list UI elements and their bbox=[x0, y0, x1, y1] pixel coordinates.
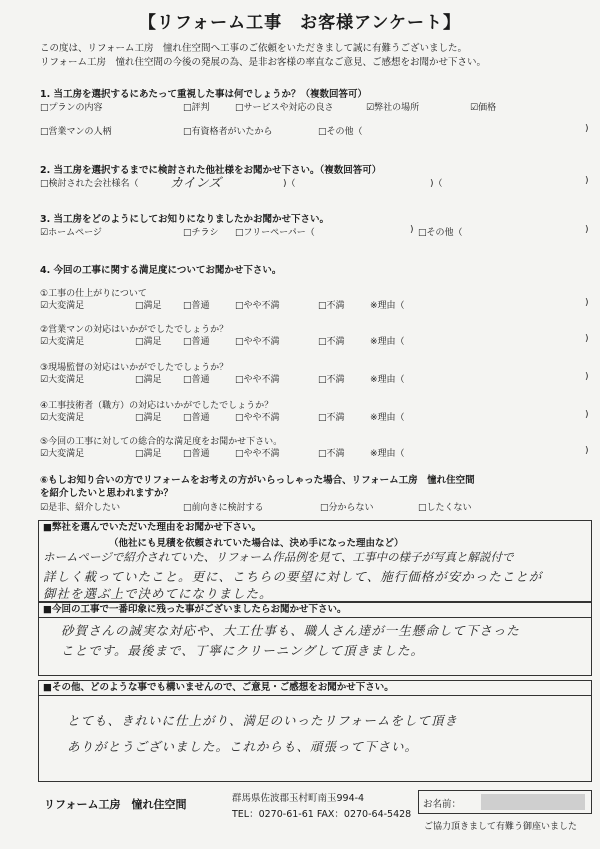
q4-1-paren-close: ) bbox=[585, 298, 589, 308]
q4-3-unsatisfied[interactable]: □不満 bbox=[318, 375, 345, 385]
reason-box-subheading: （他社にも見積を依頼されていた場合は、決め手になった理由など） bbox=[109, 538, 404, 549]
q6-opt-definitely[interactable]: ☑是非、紹介したい bbox=[40, 503, 121, 513]
q4-3-neutral[interactable]: □普通 bbox=[183, 375, 210, 385]
q1-opt-salesman[interactable]: □営業マンの人柄 bbox=[40, 127, 112, 137]
q4-item-5: ⑤今回の工事に対しての総合的な満足度をお聞かせ下さい。 bbox=[40, 437, 283, 447]
impression-handwritten-line-1: 砂賀さんの誠実な対応や、大工仕事も、職人さん達が一生懸命して下さった bbox=[61, 623, 520, 638]
q4-4-unsatisfied[interactable]: □不満 bbox=[318, 413, 345, 423]
impression-handwritten-line-2: ことです。最後まで、丁寧にクリーニングして頂きました。 bbox=[61, 643, 425, 658]
q4-2-somewhat-unsatisfied[interactable]: □やや不満 bbox=[235, 337, 280, 347]
footer-company: リフォーム工房 憧れ住空間 bbox=[44, 798, 187, 811]
reason-handwritten-line-3: 御社を選ぶ上で決めてになりました。 bbox=[43, 586, 273, 601]
q4-4-satisfied[interactable]: □満足 bbox=[135, 413, 162, 423]
impression-box bbox=[38, 602, 592, 676]
q6-question-line-1: ⑥もしお知り合いの方でリフォームをお考えの方がいらっしゃった場合、リフォーム工房 憧れ住空間 bbox=[40, 475, 475, 486]
q3-paren-2: ) bbox=[585, 225, 589, 235]
q1-opt-plan[interactable]: □プランの内容 bbox=[40, 103, 103, 113]
q3-question: 3. 当工房をどのようにしてお知りになりましたかお聞かせ下さい。 bbox=[40, 214, 330, 225]
q2-paren-2: )（ bbox=[430, 179, 443, 189]
q1-opt-other[interactable]: □その他（ bbox=[318, 127, 363, 137]
q4-1-reason[interactable]: ※理由（ bbox=[370, 301, 405, 311]
q6-question-line-2: を紹介したいと思われますか？ bbox=[40, 488, 174, 499]
q4-2-reason[interactable]: ※理由（ bbox=[370, 337, 405, 347]
q1-opt-service[interactable]: □サービスや対応の良さ bbox=[235, 103, 334, 113]
q3-opt-other[interactable]: □その他（ bbox=[418, 228, 463, 238]
q4-item-3: ③現場監督の対応はいかがでしたでしょうか？ bbox=[40, 363, 229, 373]
q1-opt-reputation[interactable]: □評判 bbox=[183, 103, 210, 113]
q4-1-satisfied[interactable]: □満足 bbox=[135, 301, 162, 311]
q4-5-neutral[interactable]: □普通 bbox=[183, 449, 210, 459]
q4-5-satisfied[interactable]: □満足 bbox=[135, 449, 162, 459]
q6-opt-unsure[interactable]: □分からない bbox=[320, 503, 374, 513]
q4-4-very-satisfied[interactable]: ☑大変満足 bbox=[40, 413, 85, 423]
impression-box-heading: ■今回の工事で一番印象に残った事がございましたらお聞かせ下さい。 bbox=[39, 603, 591, 618]
q4-4-neutral[interactable]: □普通 bbox=[183, 413, 210, 423]
q4-1-somewhat-unsatisfied[interactable]: □やや不満 bbox=[235, 301, 280, 311]
q3-opt-freepaper[interactable]: □フリーペーパー（ bbox=[235, 228, 315, 238]
q4-5-unsatisfied[interactable]: □不満 bbox=[318, 449, 345, 459]
q4-3-paren-close: ) bbox=[585, 372, 589, 382]
q4-1-neutral[interactable]: □普通 bbox=[183, 301, 210, 311]
q4-5-reason[interactable]: ※理由（ bbox=[370, 449, 405, 459]
q4-1-unsatisfied[interactable]: □不満 bbox=[318, 301, 345, 311]
comments-box-heading: ■その他、どのような事でも構いませんので、ご意見・ご感想をお聞かせ下さい。 bbox=[39, 681, 591, 696]
comments-box bbox=[38, 680, 592, 782]
name-label: お名前： bbox=[423, 799, 462, 810]
footer-thanks: ご協力頂きまして有難う御座いました bbox=[424, 822, 578, 832]
q2-paren-3: ) bbox=[585, 176, 589, 186]
q4-3-somewhat-unsatisfied[interactable]: □やや不満 bbox=[235, 375, 280, 385]
q3-paren-1: ) bbox=[410, 225, 414, 235]
q4-5-very-satisfied[interactable]: ☑大変満足 bbox=[40, 449, 85, 459]
q4-3-satisfied[interactable]: □満足 bbox=[135, 375, 162, 385]
q4-3-reason[interactable]: ※理由（ bbox=[370, 375, 405, 385]
q4-2-unsatisfied[interactable]: □不満 bbox=[318, 337, 345, 347]
name-redacted bbox=[481, 794, 585, 810]
q1-question: 1. 当工房を選択するにあたって重視した事は何でしょうか？（複数回答可） bbox=[40, 89, 368, 100]
q2-question: 2. 当工房を選択するまでに検討された他社様をお聞かせ下さい。（複数回答可） bbox=[40, 165, 382, 176]
q3-opt-flyer[interactable]: □チラシ bbox=[183, 228, 219, 238]
q4-2-paren-close: ) bbox=[585, 334, 589, 344]
q4-item-4: ④工事技術者（職方）の対応はいかがでしたでしょうか？ bbox=[40, 401, 274, 411]
q1-opt-price[interactable]: ☑価格 bbox=[470, 103, 497, 113]
q1-opt-location[interactable]: ☑弊社の場所 bbox=[366, 103, 420, 113]
q4-4-reason[interactable]: ※理由（ bbox=[370, 413, 405, 423]
reason-box-heading: ■弊社を選んでいただいた理由をお聞かせ下さい。 bbox=[43, 522, 261, 533]
q4-item-1: ①工事の仕上がりについて bbox=[40, 289, 147, 299]
comments-handwritten-line-2: ありがとうございました。これからも、頑張って下さい。 bbox=[67, 739, 419, 754]
q4-5-somewhat-unsatisfied[interactable]: □やや不満 bbox=[235, 449, 280, 459]
q2-paren-1: )（ bbox=[283, 179, 296, 189]
q4-2-very-satisfied[interactable]: ☑大変満足 bbox=[40, 337, 85, 347]
comments-handwritten-line-1: とても、きれいに仕上がり、満足のいったリフォームをして頂き bbox=[67, 713, 458, 728]
footer-address: 群馬県佐波郡玉村町南玉994-4 bbox=[232, 793, 365, 804]
q3-opt-homepage[interactable]: ☑ホームページ bbox=[40, 228, 102, 238]
q1-paren-close: ) bbox=[585, 124, 589, 134]
q4-4-paren-close: ) bbox=[585, 410, 589, 420]
reason-handwritten-line-2: 詳しく載っていたこと。更に、こちらの要望に対して、施行価格が安かったことが bbox=[43, 569, 543, 584]
q1-opt-qualified[interactable]: □有資格者がいたから bbox=[183, 127, 273, 137]
q4-2-neutral[interactable]: □普通 bbox=[183, 337, 210, 347]
q4-item-2: ②営業マンの対応はいかがでしたでしょうか？ bbox=[40, 325, 229, 335]
q4-2-satisfied[interactable]: □満足 bbox=[135, 337, 162, 347]
q4-5-paren-close: ) bbox=[585, 446, 589, 456]
intro-line-1: この度は、リフォーム工房 憧れ住空間へ工事のご依頼をいただきまして誠に有難うございました。 bbox=[40, 43, 468, 54]
reason-handwritten-line-1: ホームページで紹介されていた、リフォーム作品例を見て、工事中の様子が写真と解説付で bbox=[43, 550, 514, 564]
q2-label[interactable]: □検討された会社様名（ bbox=[40, 179, 139, 189]
survey-title: 【リフォーム工事 お客様アンケート】 bbox=[138, 13, 462, 33]
q4-3-very-satisfied[interactable]: ☑大変満足 bbox=[40, 375, 85, 385]
q2-answer-handwritten: カインズ bbox=[170, 176, 222, 191]
footer-phone: TEL：0270-61-61 FAX：0270-64-5428 bbox=[232, 809, 412, 820]
reason-box bbox=[38, 520, 592, 602]
q6-opt-consider[interactable]: □前向きに検討する bbox=[183, 503, 264, 513]
q4-4-somewhat-unsatisfied[interactable]: □やや不満 bbox=[235, 413, 280, 423]
intro-line-2: リフォーム工房 憧れ住空間の今後の発展の為、是非お客様の率直なご意見、ご感想をお聞かせ下さい。 bbox=[40, 57, 487, 68]
q4-question: 4. 今回の工事に関する満足度についてお聞かせ下さい。 bbox=[40, 265, 282, 276]
name-field[interactable] bbox=[418, 790, 592, 814]
q6-opt-no[interactable]: □したくない bbox=[418, 503, 472, 513]
q4-1-very-satisfied[interactable]: ☑大変満足 bbox=[40, 301, 85, 311]
